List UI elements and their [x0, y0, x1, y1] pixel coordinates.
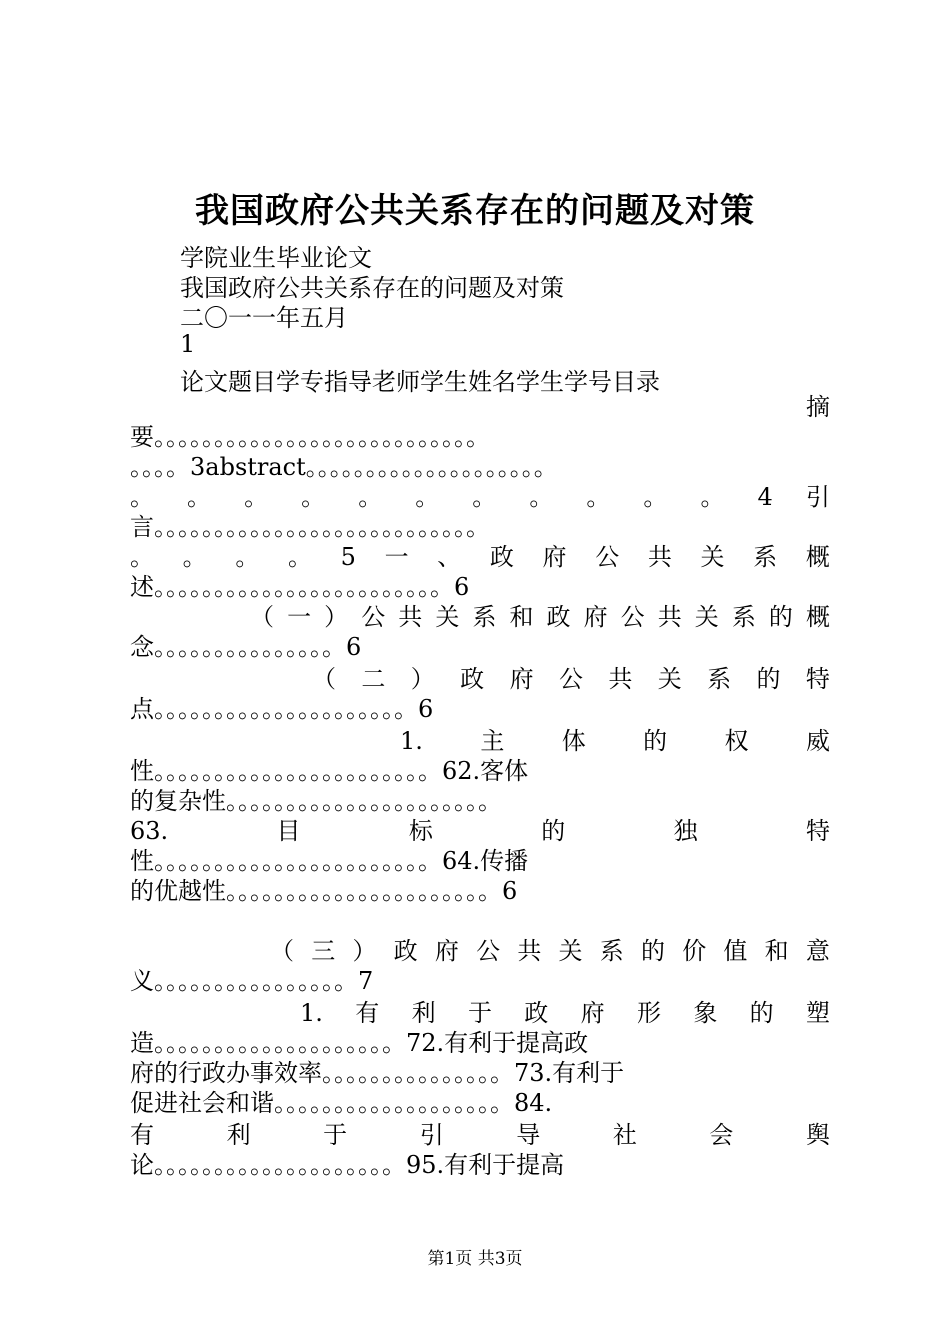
- cover-line-number: 1: [180, 330, 196, 358]
- toc-token: 公: [558, 665, 583, 693]
- toc-token: 5: [340, 543, 356, 571]
- toc-token: （: [270, 937, 294, 965]
- toc-token: 公: [361, 603, 386, 631]
- toc-line: [130, 542, 830, 572]
- cover-line-title: 我国政府公共关系存在的问题及对策: [180, 274, 564, 302]
- toc-token: 的: [756, 665, 781, 693]
- toc-line: [130, 482, 830, 512]
- cover-line-date: 二〇一一年五月: [180, 304, 348, 332]
- toc-token: 引: [805, 483, 830, 511]
- toc-token: （: [312, 665, 336, 693]
- toc-token: 的: [541, 817, 566, 845]
- toc-token: 价: [682, 937, 707, 965]
- toc-line: [400, 726, 830, 756]
- toc-token: 引: [419, 1121, 444, 1149]
- toc-token: 关: [657, 665, 682, 693]
- toc-token: 导: [516, 1121, 541, 1149]
- toc-token: 。: [130, 483, 154, 511]
- toc-token: 的: [768, 603, 793, 631]
- toc-token: 主: [480, 727, 505, 755]
- toc-line: 述。。。。。。。。。。。。。。。。。。。。。。。。6: [130, 573, 470, 601]
- toc-token: 特: [805, 665, 830, 693]
- toc-token: 共: [608, 665, 633, 693]
- toc-token: 二: [361, 665, 386, 693]
- toc-line: [312, 664, 830, 694]
- toc-token: 的: [640, 937, 665, 965]
- toc-token: 。: [235, 543, 260, 571]
- toc-token: 公: [595, 543, 620, 571]
- toc-token: 形: [636, 999, 661, 1027]
- toc-token: 利: [226, 1121, 251, 1149]
- toc-token: 。: [130, 543, 154, 571]
- toc-token: 。: [287, 543, 312, 571]
- toc-line: [270, 936, 830, 966]
- toc-token: 。: [586, 483, 611, 511]
- toc-token: 意: [805, 937, 830, 965]
- toc-line: 府的行政办事效率。。。。。。。。。。。。。。。73.有利于: [130, 1059, 625, 1087]
- toc-line: 念。。。。。。。。。。。。。。。6: [130, 633, 362, 661]
- toc-token: 。: [244, 483, 269, 511]
- toc-token: 。: [415, 483, 440, 511]
- toc-token: 概: [805, 603, 830, 631]
- toc-token: 。: [643, 483, 668, 511]
- toc-token: 、: [437, 543, 462, 571]
- toc-token: 值: [723, 937, 748, 965]
- toc-line: [300, 998, 830, 1028]
- toc-token: 会: [709, 1121, 734, 1149]
- toc-token: 。: [301, 483, 326, 511]
- toc-token: ）: [410, 665, 435, 693]
- toc-token: 的: [643, 727, 668, 755]
- toc-token: 和: [764, 937, 789, 965]
- toc-token: 共: [657, 603, 682, 631]
- toc-line: 。。。。3abstract。。。。。。。。。。。。。。。。。。。。: [130, 453, 558, 481]
- toc-token: 目: [276, 817, 301, 845]
- toc-token: 有: [355, 999, 380, 1027]
- toc-token: 利: [411, 999, 436, 1027]
- toc-token: 系: [472, 603, 497, 631]
- toc-token: 1.: [400, 727, 423, 755]
- toc-token: 。: [472, 483, 497, 511]
- toc-token: 于: [467, 999, 492, 1027]
- toc-token: 权: [724, 727, 749, 755]
- toc-token: 共: [398, 603, 423, 631]
- toc-token: 关: [435, 603, 460, 631]
- toc-token: 政: [460, 665, 485, 693]
- toc-token: 标: [408, 817, 433, 845]
- toc-token: （: [250, 603, 274, 631]
- toc-token: 系: [707, 665, 732, 693]
- toc-token: 公: [476, 937, 501, 965]
- toc-line: 的复杂性。。。。。。。。。。。。。。。。。。。。。。: [130, 787, 502, 815]
- toc-line: 论。。。。。。。。。。。。。。。。。。。。95.有利于提高: [130, 1151, 565, 1179]
- document-title: 我国政府公共关系存在的问题及对策: [195, 191, 755, 231]
- toc-token: 威: [805, 727, 830, 755]
- toc-token: 。: [187, 483, 212, 511]
- toc-line: 要。。。。。。。。。。。。。。。。。。。。。。。。。。。: [130, 423, 490, 451]
- toc-token: 。: [700, 483, 725, 511]
- toc-token: 政: [546, 603, 571, 631]
- toc-token: 象: [693, 999, 718, 1027]
- toc-token: 塑: [806, 999, 830, 1027]
- toc-token: 特: [805, 817, 830, 845]
- toc-line: [130, 1120, 830, 1150]
- toc-token: 府: [583, 603, 608, 631]
- cover-line-info: 论文题目学专指导老师学生姓名学生学号目录: [180, 368, 660, 396]
- toc-token: 三: [311, 937, 336, 965]
- toc-token: 概: [805, 543, 830, 571]
- toc-token: 1.: [300, 999, 323, 1027]
- toc-token: 政: [489, 543, 514, 571]
- toc-line: 的优越性。。。。。。。。。。。。。。。。。。。。。。6: [130, 877, 518, 905]
- toc-token: 一: [384, 543, 409, 571]
- toc-token: 有: [130, 1121, 154, 1149]
- toc-line: 造。。。。。。。。。。。。。。。。。。。。72.有利于提高政: [130, 1029, 589, 1057]
- toc-token: 4: [757, 483, 773, 511]
- toc-token: 。: [182, 543, 207, 571]
- toc-token: 关: [694, 603, 719, 631]
- toc-token: 政: [524, 999, 549, 1027]
- toc-token: 的: [749, 999, 774, 1027]
- toc-token: 体: [561, 727, 586, 755]
- toc-token: 系: [753, 543, 778, 571]
- toc-token: ）: [324, 603, 349, 631]
- toc-token: 舆: [805, 1121, 830, 1149]
- toc-line: [250, 602, 830, 632]
- cover-line-college: 学院业生毕业论文: [180, 244, 372, 272]
- toc-line: 促进社会和谐。。。。。。。。。。。。。。。。。。。84.: [130, 1089, 553, 1117]
- toc-token: 府: [542, 543, 567, 571]
- toc-line: 点。。。。。。。。。。。。。。。。。。。。。6: [130, 695, 434, 723]
- page-footer: 第1页 共3页: [427, 1249, 523, 1269]
- toc-token: 关: [700, 543, 725, 571]
- toc-token: 系: [731, 603, 756, 631]
- toc-line: 性。。。。。。。。。。。。。。。。。。。。。。。64.传播: [130, 847, 529, 875]
- toc-token: 府: [580, 999, 605, 1027]
- toc-token: 府: [509, 665, 534, 693]
- toc-token: 63.: [130, 817, 169, 845]
- toc-token: 共: [517, 937, 542, 965]
- toc-token: 公: [620, 603, 645, 631]
- toc-line: [130, 816, 830, 846]
- toc-token: 府: [434, 937, 459, 965]
- toc-token: ）: [352, 937, 377, 965]
- toc-token: 一: [287, 603, 312, 631]
- toc-token: 关: [558, 937, 583, 965]
- toc-token: 共: [647, 543, 672, 571]
- toc-line: 性。。。。。。。。。。。。。。。。。。。。。。。62.客体: [130, 757, 529, 785]
- toc-line: 摘: [806, 393, 830, 421]
- toc-line: 义。。。。。。。。。。。。。。。。7: [130, 967, 374, 995]
- toc-token: 独: [673, 817, 698, 845]
- toc-token: 政: [393, 937, 418, 965]
- toc-token: 。: [529, 483, 554, 511]
- toc-token: 系: [599, 937, 624, 965]
- toc-line: 言。。。。。。。。。。。。。。。。。。。。。。。。。。。: [130, 513, 490, 541]
- toc-token: 于: [323, 1121, 348, 1149]
- toc-token: 和: [509, 603, 534, 631]
- toc-token: 社: [612, 1121, 637, 1149]
- toc-token: 。: [358, 483, 383, 511]
